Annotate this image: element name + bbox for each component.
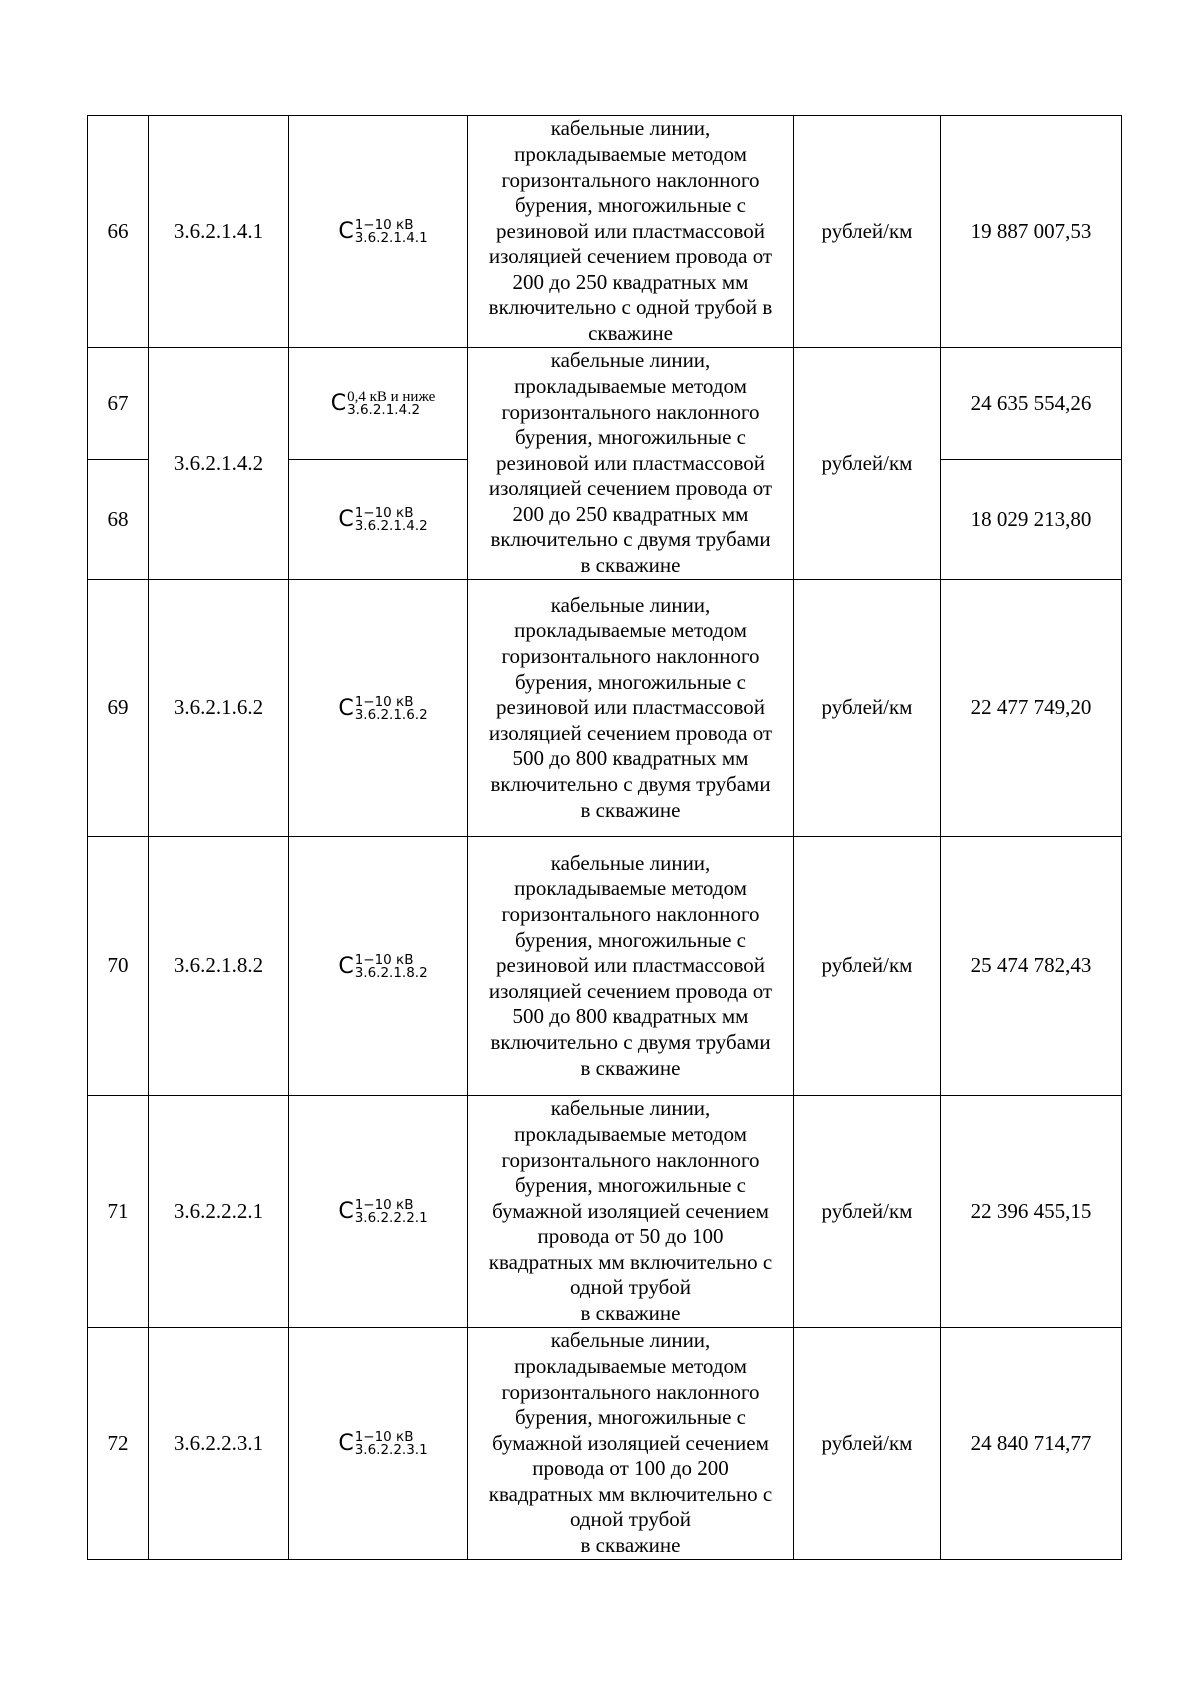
description-text: кабельные линии, прокладываемые методом горизонтального наклонного бурения, многожильные с бумажной изоляцией сечением провода от 50 до 100 квадратных мм включительно с одной трубой в скважине: [488, 1096, 773, 1326]
symbol-superscript: 1−10 кВ: [354, 951, 414, 968]
rates-table: [87, 115, 1122, 1560]
rate-value: 18 029 213,80: [941, 460, 1122, 580]
symbol-superscript: 1−10 кВ: [354, 217, 414, 234]
description-text: кабельные линии, прокладываемые методом горизонтального наклонного бурения, многожильные с резиновой или пластмассовой изоляцией сечением провода от 500 до 800 квадратных мм включительно с двумя трубами в скважине: [488, 850, 773, 1080]
symbol-base: C: [338, 695, 354, 721]
symbol-subscript: 3.6.2.2.2.1: [354, 1210, 428, 1227]
rate-symbol-cell: [289, 580, 468, 837]
symbol-base: C: [338, 1199, 354, 1225]
item-code: 3.6.2.1.6.2: [149, 580, 289, 837]
row-number: 69: [88, 580, 149, 837]
symbol-superscript: 1−10 кВ: [354, 1197, 414, 1214]
item-code: 3.6.2.1.8.2: [149, 837, 289, 1096]
symbol-subscript: 3.6.2.2.3.1: [354, 1442, 428, 1459]
item-code: 3.6.2.1.4.2: [149, 348, 289, 580]
symbol-superscript: 0,4 кВ и ниже: [347, 389, 436, 406]
rate-symbol-cell: [289, 460, 468, 580]
row-number: 71: [88, 1096, 149, 1328]
unit: рублей/км: [794, 1328, 941, 1560]
rate-value: 24 635 554,26: [941, 348, 1122, 460]
symbol-subscript: 3.6.2.1.4.2: [354, 518, 428, 535]
symbol-superscript: 1−10 кВ: [354, 1429, 414, 1446]
symbol-subscript: 3.6.2.1.8.2: [354, 964, 428, 981]
item-description: [468, 1328, 794, 1560]
item-description: [468, 1096, 794, 1328]
unit: рублей/км: [794, 837, 941, 1096]
unit: рублей/км: [794, 116, 941, 348]
rate-symbol-cell: [289, 1096, 468, 1328]
table-row: [88, 1096, 1122, 1328]
symbol-base: C: [338, 1431, 354, 1457]
symbol-superscript: 1−10 кВ: [354, 505, 414, 522]
rate-value: 24 840 714,77: [941, 1328, 1122, 1560]
rate-symbol: [338, 1431, 427, 1457]
row-number: 68: [88, 460, 149, 580]
rate-symbol: [331, 391, 436, 417]
row-number: 67: [88, 348, 149, 460]
symbol-base: C: [330, 391, 347, 417]
unit: рублей/км: [794, 348, 941, 580]
rate-symbol: [338, 951, 428, 981]
rate-symbol: [338, 219, 427, 245]
item-description: [468, 348, 794, 580]
symbol-subscript: 3.6.2.1.4.1: [354, 230, 428, 247]
rate-symbol: [338, 1199, 427, 1225]
rate-symbol: [338, 693, 428, 723]
symbol-base: C: [338, 507, 354, 533]
table-row: [88, 837, 1122, 1096]
item-description: [468, 837, 794, 1096]
description-text: кабельные линии, прокладываемые методом горизонтального наклонного бурения, многожильные с бумажной изоляцией сечением провода от 100 до 200 квадратных мм включительно с одной трубой в скважине: [488, 1328, 773, 1558]
symbol-subscript: 3.6.2.1.4.2: [347, 402, 421, 419]
symbol-superscript: 1−10 кВ: [354, 693, 414, 710]
rate-value: 22 396 455,15: [941, 1096, 1122, 1328]
table-row: [88, 580, 1122, 837]
description-text: кабельные линии, прокладываемые методом горизонтального наклонного бурения, многожильные с резиновой или пластмассовой изоляцией сечением провода от 200 до 250 квадратных мм включительно с одной трубой в скважине: [488, 116, 773, 346]
rate-symbol-cell: [289, 116, 468, 348]
item-description: [468, 116, 794, 348]
description-text: кабельные линии, прокладываемые методом горизонтального наклонного бурения, многожильные с резиновой или пластмассовой изоляцией сечением провода от 200 до 250 квадратных мм включительно с двумя трубами в скважине: [488, 348, 773, 578]
item-code: 3.6.2.2.3.1: [149, 1328, 289, 1560]
symbol-base: C: [338, 219, 354, 245]
row-number: 70: [88, 837, 149, 1096]
symbol-subscript: 3.6.2.1.6.2: [354, 706, 428, 723]
table-row: [88, 1328, 1122, 1560]
symbol-base: C: [338, 953, 354, 979]
table-row: [88, 348, 1122, 460]
item-code: 3.6.2.2.2.1: [149, 1096, 289, 1328]
rate-symbol-cell: [289, 348, 468, 460]
rate-value: 22 477 749,20: [941, 580, 1122, 837]
unit: рублей/км: [794, 1096, 941, 1328]
rate-symbol-cell: [289, 837, 468, 1096]
item-description: [468, 580, 794, 837]
item-code: 3.6.2.1.4.1: [149, 116, 289, 348]
description-text: кабельные линии, прокладываемые методом горизонтального наклонного бурения, многожильные с резиновой или пластмассовой изоляцией сечением провода от 500 до 800 квадратных мм включительно с двумя трубами в скважине: [488, 592, 773, 822]
rate-value: 19 887 007,53: [941, 116, 1122, 348]
row-number: 66: [88, 116, 149, 348]
row-number: 72: [88, 1328, 149, 1560]
rate-value: 25 474 782,43: [941, 837, 1122, 1096]
rate-symbol: [338, 507, 427, 533]
table-row: [88, 116, 1122, 348]
rate-symbol-cell: [289, 1328, 468, 1560]
unit: рублей/км: [794, 580, 941, 837]
